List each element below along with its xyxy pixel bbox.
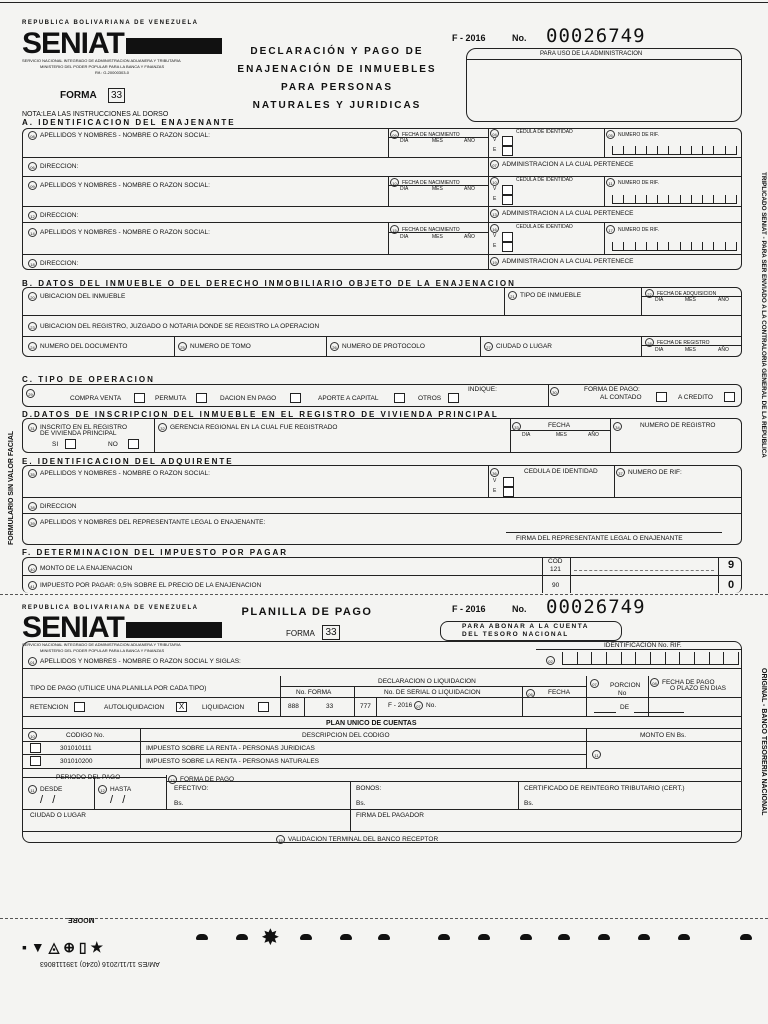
a1-e-checkbox[interactable] bbox=[502, 146, 513, 156]
punch-hole bbox=[740, 934, 752, 940]
planilla-logo-bar bbox=[126, 622, 222, 638]
punch-hole bbox=[678, 934, 690, 940]
firma-label: FIRMA DEL REPRESENTANTE LEGAL O ENAJENANTE bbox=[516, 535, 683, 542]
vivienda-no-checkbox[interactable] bbox=[128, 439, 139, 449]
serial-number: 00026749 bbox=[546, 25, 646, 47]
b-tipo-label: TIPO DE INMUEBLE bbox=[520, 292, 582, 300]
seniat-logo bbox=[22, 27, 124, 61]
firma-line[interactable] bbox=[506, 532, 722, 533]
e-v-checkbox[interactable] bbox=[503, 477, 514, 487]
note-label: NOTA:LEA LAS INSTRUCCIONES AL DORSO bbox=[22, 111, 169, 118]
rif-cell-divider bbox=[736, 242, 737, 251]
admin-use-label: PARA USO DE LA ADMINISTRACION bbox=[540, 51, 643, 57]
agency-label: SERVICIO NACIONAL INTEGRADO DE ADMINISTRACION ADUANERA Y TRIBUTARIA bbox=[22, 58, 181, 63]
punch-hole bbox=[236, 934, 248, 940]
punch-hole bbox=[558, 934, 570, 940]
a1-apellidos-label: 08 APELLIDOS Y NOMBRES - NOMBRE O RAZON SOCIAL: bbox=[28, 131, 210, 140]
a2-rif-grid[interactable] bbox=[612, 193, 736, 204]
a1-rif-grid[interactable] bbox=[612, 144, 736, 155]
admin-use-divider bbox=[466, 59, 742, 60]
right-side-label-bottom: ORIGINAL - BANCO TESORERIA NACIONAL bbox=[760, 668, 767, 816]
monto-digit-guides bbox=[574, 570, 714, 572]
rif-cell-baseline bbox=[562, 664, 738, 665]
b-num-doc-label: NUMERO DEL DOCUMENTO bbox=[40, 343, 128, 351]
section-c-title: C. TIPO DE OPERACION bbox=[22, 375, 155, 384]
code-1-checkbox[interactable] bbox=[30, 743, 41, 753]
punch-hole bbox=[520, 934, 532, 940]
a2-apellidos-label: APELLIDOS Y NOMBRES - NOMBRE O RAZON SOCIAL: bbox=[40, 182, 210, 190]
punch-hole bbox=[196, 934, 208, 940]
planilla-serial-number: 00026749 bbox=[546, 596, 646, 618]
compra-venta-checkbox[interactable] bbox=[134, 393, 145, 403]
code-1-number: 301010111 bbox=[60, 745, 92, 752]
section-f-title: F. DETERMINACION DEL IMPUESTO POR PAGAR bbox=[22, 548, 289, 557]
planilla-forma-number: 33 bbox=[322, 625, 340, 640]
title-line-4: NATURALES Y JURIDICAS bbox=[252, 100, 422, 111]
rif-cell-divider bbox=[736, 146, 737, 155]
credito-checkbox[interactable] bbox=[724, 392, 735, 402]
logo-bar bbox=[126, 38, 222, 54]
a-row-line bbox=[22, 157, 742, 158]
no-label: No. bbox=[512, 33, 527, 43]
dacion-checkbox[interactable] bbox=[290, 393, 301, 403]
left-side-label: FORMULARIO SIN VALOR FACIAL bbox=[8, 430, 15, 545]
punch-hole bbox=[300, 934, 312, 940]
seniat-logo-text: SENIAT bbox=[22, 27, 124, 60]
section-e-title: E. IDENTIFICACION DEL ADQUIRENTE bbox=[22, 457, 234, 466]
section-d-title: D.DATOS DE INSCRIPCION DEL INMUEBLE EN EL REGISTRO DE VIVIENDA PRINCIPAL bbox=[22, 410, 499, 419]
title-line-1: DECLARACIÓN Y PAGO DE bbox=[250, 46, 424, 57]
a-row-line bbox=[22, 254, 742, 255]
footer-symbols: ▪ ▼ ◬ ⊕ ▯ ★ bbox=[22, 939, 104, 955]
ministry-label: MINISTERIO DEL PODER POPULAR PARA LA BANCA Y FINANZAS bbox=[40, 64, 165, 69]
permuta-checkbox[interactable] bbox=[196, 393, 207, 403]
code-2-number: 301010200 bbox=[60, 758, 93, 765]
b-ubicacion-label: UBICACION DEL INMUEBLE bbox=[40, 293, 126, 301]
a3-v-checkbox[interactable] bbox=[502, 232, 513, 242]
code-2-checkbox[interactable] bbox=[30, 756, 41, 766]
print-code: AM/ES 11/11/2016 (0240) 1391118063 bbox=[40, 960, 160, 967]
b-num-prot-label: NUMERO DE PROTOCOLO bbox=[342, 343, 425, 351]
planilla-rif-grid[interactable] bbox=[562, 652, 738, 665]
rif-label: Rif.: G-20000303-0 bbox=[95, 70, 130, 75]
code-1-desc: IMPUESTO SOBRE LA RENTA - PERSONAS JURIDICAS bbox=[146, 745, 315, 752]
republic-label: REPUBLICA BOLIVARIANA DE VENEZUELA bbox=[22, 20, 199, 26]
title-line-2: ENAJENACIÓN DE INMUEBLES bbox=[237, 64, 437, 75]
e-apellidos-label: APELLIDOS Y NOMBRES - NOMBRE O RAZON SOCIAL: bbox=[40, 470, 210, 478]
e-representante-label: APELLIDOS Y NOMBRES DEL REPRESENTANTE LEGAL O ENAJENANTE: bbox=[40, 519, 266, 527]
a-row-line bbox=[22, 206, 742, 207]
e-e-checkbox[interactable] bbox=[503, 487, 514, 497]
a3-apellidos-label: APELLIDOS Y NOMBRES - NOMBRE O RAZON SOCIAL: bbox=[40, 229, 210, 237]
right-side-label-top: TRIPLICADO SENIAT - PARA SER ENVIADO A LA CONTRALORIA GENERAL DE LA REPUBLICA bbox=[760, 172, 767, 458]
planilla-title: PLANILLA DE PAGO bbox=[241, 606, 373, 618]
rif-cell-baseline bbox=[612, 250, 736, 251]
planilla-apellidos-label: APELLIDOS Y NOMBRES - NOMBRE O RAZON SOCIAL Y SIGLAS: bbox=[40, 658, 241, 666]
punch-hole bbox=[438, 934, 450, 940]
tear-line bbox=[0, 594, 768, 595]
rif-cell-divider bbox=[738, 652, 739, 665]
punch-hole bbox=[598, 934, 610, 940]
forma-number: 33 bbox=[108, 88, 125, 103]
a3-direccion-label: DIRECCION: bbox=[40, 260, 79, 268]
star-mark-icon: ✸ bbox=[262, 927, 279, 949]
vivienda-si-checkbox[interactable] bbox=[65, 439, 76, 449]
a3-rif-grid[interactable] bbox=[612, 240, 736, 251]
rif-cell-baseline bbox=[612, 203, 736, 204]
a2-e-checkbox[interactable] bbox=[502, 195, 513, 205]
b-ubic-registro-label: UBICACION DEL REGISTRO, JUZGADO O NOTARIA DONDE SE REGISTRO LA OPERACION bbox=[40, 323, 320, 331]
top-edge bbox=[0, 2, 768, 3]
a1-direccion-label: DIRECCION: bbox=[40, 163, 79, 171]
punch-hole bbox=[638, 934, 650, 940]
section-a-title: A. IDENTIFICACION DEL ENAJENANTE bbox=[22, 118, 236, 127]
form-code: F - 2016 bbox=[452, 33, 486, 43]
punch-hole bbox=[340, 934, 352, 940]
e-direccion-label: DIRECCION bbox=[40, 503, 77, 511]
moore-brand: MOORE bbox=[68, 916, 95, 923]
title-line-3: PARA PERSONAS bbox=[280, 82, 394, 93]
otros-checkbox[interactable] bbox=[448, 393, 459, 403]
footer-tear-line bbox=[0, 918, 768, 919]
liquidacion-checkbox[interactable] bbox=[258, 702, 269, 712]
autoliquidacion-checkbox[interactable]: X bbox=[176, 702, 187, 712]
rif-cell-baseline bbox=[612, 154, 736, 155]
section-b-title: B. DATOS DEL INMUEBLE O DEL DERECHO INMOBILIARIO OBJETO DE LA ENAJENACION bbox=[22, 279, 516, 288]
a-row-line bbox=[22, 176, 742, 177]
b-num-tomo-label: NUMERO DE TOMO bbox=[190, 343, 251, 351]
a3-e-checkbox[interactable] bbox=[502, 242, 513, 252]
a-row-line bbox=[22, 222, 742, 223]
code-2-desc: IMPUESTO SOBRE LA RENTA - PERSONAS NATURALES bbox=[146, 758, 320, 765]
planilla-seniat-logo: SENIAT bbox=[22, 611, 124, 644]
a1-v-checkbox[interactable] bbox=[502, 136, 513, 146]
aporte-checkbox[interactable] bbox=[394, 393, 405, 403]
planilla-republic-label: REPUBLICA BOLIVARIANA DE VENEZUELA bbox=[22, 605, 199, 611]
forma-label: FORMA bbox=[60, 90, 97, 101]
b-ciudad-label: CIUDAD O LUGAR bbox=[496, 343, 552, 351]
a2-v-checkbox[interactable] bbox=[502, 185, 513, 195]
punch-hole bbox=[478, 934, 490, 940]
retencion-checkbox[interactable] bbox=[74, 702, 85, 712]
a2-direccion-label: DIRECCION: bbox=[40, 212, 79, 220]
contado-checkbox[interactable] bbox=[656, 392, 667, 402]
rif-cell-divider bbox=[736, 195, 737, 204]
punch-hole bbox=[378, 934, 390, 940]
